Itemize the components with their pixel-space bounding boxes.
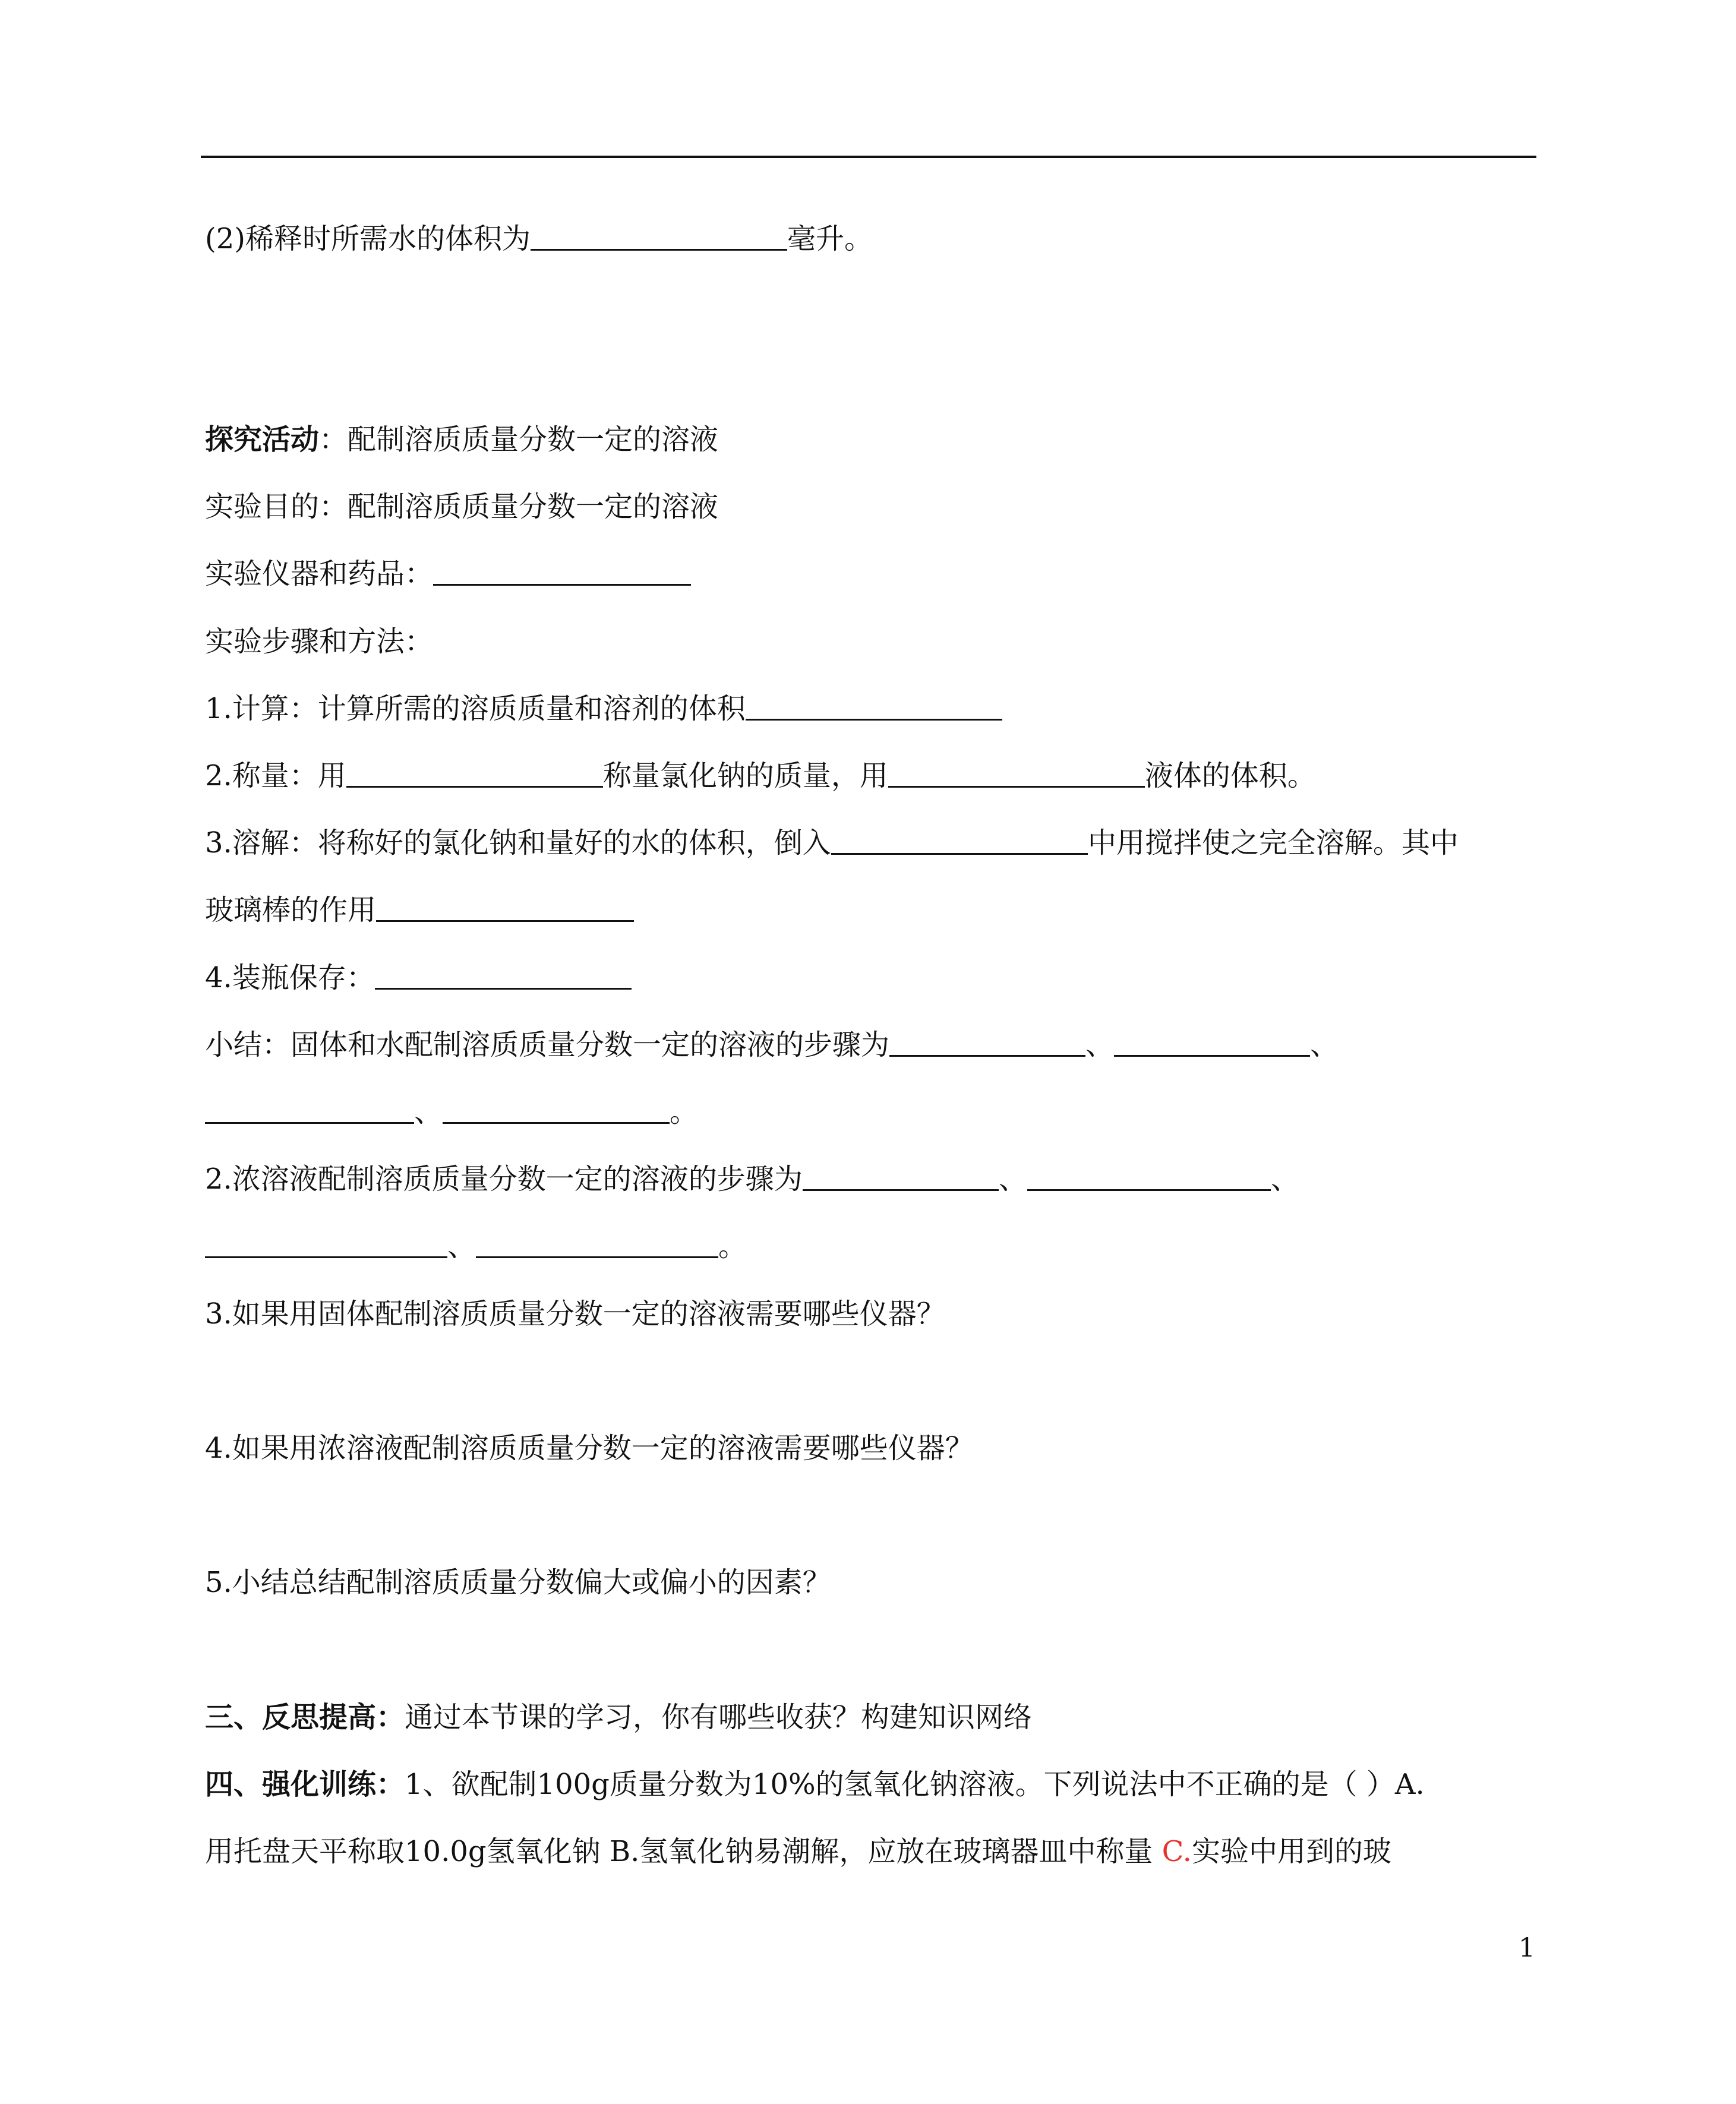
section-3-line xyxy=(205,1699,1032,1735)
step-2-text-a: 2.称量：用 xyxy=(205,759,346,792)
question-2-unit: 毫升。 xyxy=(787,222,873,255)
question-2-text: (2)稀释时所需水的体积为 xyxy=(205,222,531,255)
period: 。 xyxy=(670,1095,699,1129)
separator: 、 xyxy=(1310,1028,1339,1062)
activity-colon: ： xyxy=(319,423,348,456)
section-4-heading: 四、强化训练： xyxy=(205,1768,405,1801)
step-4-text: 4.装瓶保存： xyxy=(205,961,375,994)
separator: 、 xyxy=(1270,1162,1299,1196)
instruments-label: 实验仪器和药品： xyxy=(205,557,434,590)
step-3-text-b: 中用搅拌使之完全溶解。其中 xyxy=(1087,826,1459,860)
item-2-text: 2.浓溶液配制溶质质量分数一定的溶液的步骤为 xyxy=(205,1162,803,1196)
answer-blank[interactable] xyxy=(346,762,603,788)
answer-blank[interactable] xyxy=(443,1098,670,1124)
activity-heading: 探究活动 xyxy=(205,423,320,456)
steps-title: 实验步骤和方法： xyxy=(205,625,434,658)
summary-line xyxy=(205,1027,1339,1063)
header-rule xyxy=(201,156,1536,158)
answer-blank[interactable] xyxy=(1027,1165,1271,1191)
answer-blank[interactable] xyxy=(205,1098,414,1124)
purpose-line: 实验目的：配制溶质质量分数一定的溶液 xyxy=(205,490,719,523)
step-2-text-c: 液体的体积。 xyxy=(1144,759,1316,792)
period: 。 xyxy=(718,1230,747,1263)
section-4-question: 1、欲配制100g质量分数为10%的氢氧化钠溶液。下列说法中不正确的是（ ）A. xyxy=(405,1768,1425,1801)
activity-line xyxy=(205,422,718,457)
answer-blank[interactable] xyxy=(476,1233,718,1258)
separator: 、 xyxy=(1085,1028,1115,1062)
step-1-line xyxy=(205,691,1002,726)
step-2-line xyxy=(205,758,1316,794)
separator: 、 xyxy=(414,1095,443,1129)
answer-blank[interactable] xyxy=(746,695,1002,721)
answer-blank[interactable] xyxy=(1114,1031,1310,1057)
answer-blank[interactable] xyxy=(888,762,1145,788)
option-c-label: C. xyxy=(1161,1835,1192,1868)
summary-text: 小结：固体和水配制溶质质量分数一定的溶液的步骤为 xyxy=(205,1028,890,1062)
step-1-text: 1.计算：计算所需的溶质质量和溶剂的体积 xyxy=(205,692,746,725)
step-4-line xyxy=(205,960,632,996)
step-3-line xyxy=(205,825,1459,861)
option-a-b-text: 用托盘天平称取10.0g氢氧化钠 B.氢氧化钠易潮解，应放在玻璃器皿中称量 xyxy=(205,1835,1162,1868)
answer-blank[interactable] xyxy=(433,560,691,586)
option-c-text: 实验中用到的玻 xyxy=(1191,1835,1391,1868)
page-number: 1 xyxy=(1519,1933,1535,1963)
answer-blank[interactable] xyxy=(375,964,632,990)
summary-continuation-line xyxy=(205,1094,698,1130)
answer-blank[interactable] xyxy=(531,225,787,251)
answer-blank[interactable] xyxy=(831,829,1088,855)
answer-blank[interactable] xyxy=(376,896,634,922)
question-2-line xyxy=(205,221,873,257)
step-3-continuation-line xyxy=(205,892,634,928)
answer-blank[interactable] xyxy=(205,1233,447,1258)
item-5-line: 5.小结总结配制溶质质量分数偏大或偏小的因素？ xyxy=(205,1566,831,1599)
section-4-line xyxy=(205,1767,1425,1802)
item-2-line xyxy=(205,1161,1299,1197)
section-3-heading: 三、反思提高： xyxy=(205,1701,405,1734)
separator: 、 xyxy=(998,1162,1027,1196)
step-2-text-b: 称量氯化钠的质量，用 xyxy=(602,759,888,792)
instruments-line xyxy=(205,556,691,592)
section-4-options-line xyxy=(205,1834,1391,1869)
separator: 、 xyxy=(447,1230,476,1263)
item-2-continuation-line xyxy=(205,1228,747,1264)
step-3-text-a: 3.溶解：将称好的氯化钠和量好的水的体积，倒入 xyxy=(205,826,831,860)
answer-blank[interactable] xyxy=(803,1165,999,1191)
item-4-line: 4.如果用浓溶液配制溶质质量分数一定的溶液需要哪些仪器？ xyxy=(205,1432,974,1465)
answer-blank[interactable] xyxy=(889,1031,1085,1057)
step-3-text-c: 玻璃棒的作用 xyxy=(205,893,377,927)
section-3-text: 通过本节课的学习，你有哪些收获？构建知识网络 xyxy=(405,1701,1033,1734)
item-3-line: 3.如果用固体配制溶质质量分数一定的溶液需要哪些仪器？ xyxy=(205,1297,945,1331)
activity-text: 配制溶质质量分数一定的溶液 xyxy=(348,423,719,456)
